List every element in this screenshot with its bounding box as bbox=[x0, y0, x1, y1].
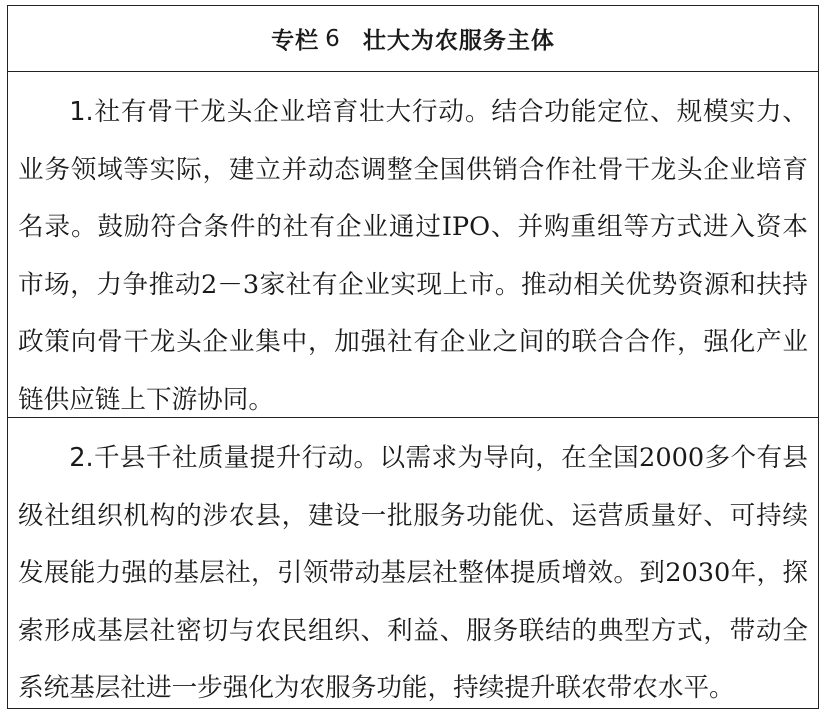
section-1-paragraph bbox=[18, 84, 808, 430]
box-title-number: 6 bbox=[325, 25, 341, 52]
section-2 bbox=[8, 418, 818, 706]
section-2-body: 以需求为导向，在全国2000多个有县级社组织机构的涉农县，建设一批服务功能优、运营质量好、可持续发展能力强的基层社，引领带动基层社整体提质增效。到2030年，探索形成基层社密切与农民组织、利益、服务联结的典型方式，带动全系统基层社进一步强化为农服务功能，持续提升联农带农水平。 bbox=[18, 443, 808, 704]
section-1-lead: 1.社有骨干龙头企业培育壮大行动。 bbox=[69, 97, 492, 127]
box-title-text: 壮大为农服务主体 bbox=[362, 28, 555, 54]
column-box bbox=[7, 5, 819, 709]
box-title-prefix: 专栏 bbox=[271, 28, 320, 54]
section-1-body: 结合功能定位、规模实力、业务领域等实际，建立并动态调整全国供销合作社骨干龙头企业培育名录。鼓励符合条件的社有企业通过IPO、并购重组等方式进入资本市场，力争推动2－3家社有企业实现上市。推动相关优势资源和扶持政策向骨干龙头企业集中，加强社有企业之间的联合合作，强化产业链供应链上下游协同。 bbox=[18, 97, 808, 415]
section-2-lead: 2.千县千社质量提升行动。 bbox=[69, 443, 380, 473]
box-title bbox=[8, 6, 818, 72]
section-2-paragraph bbox=[18, 430, 808, 718]
section-1 bbox=[8, 72, 818, 418]
